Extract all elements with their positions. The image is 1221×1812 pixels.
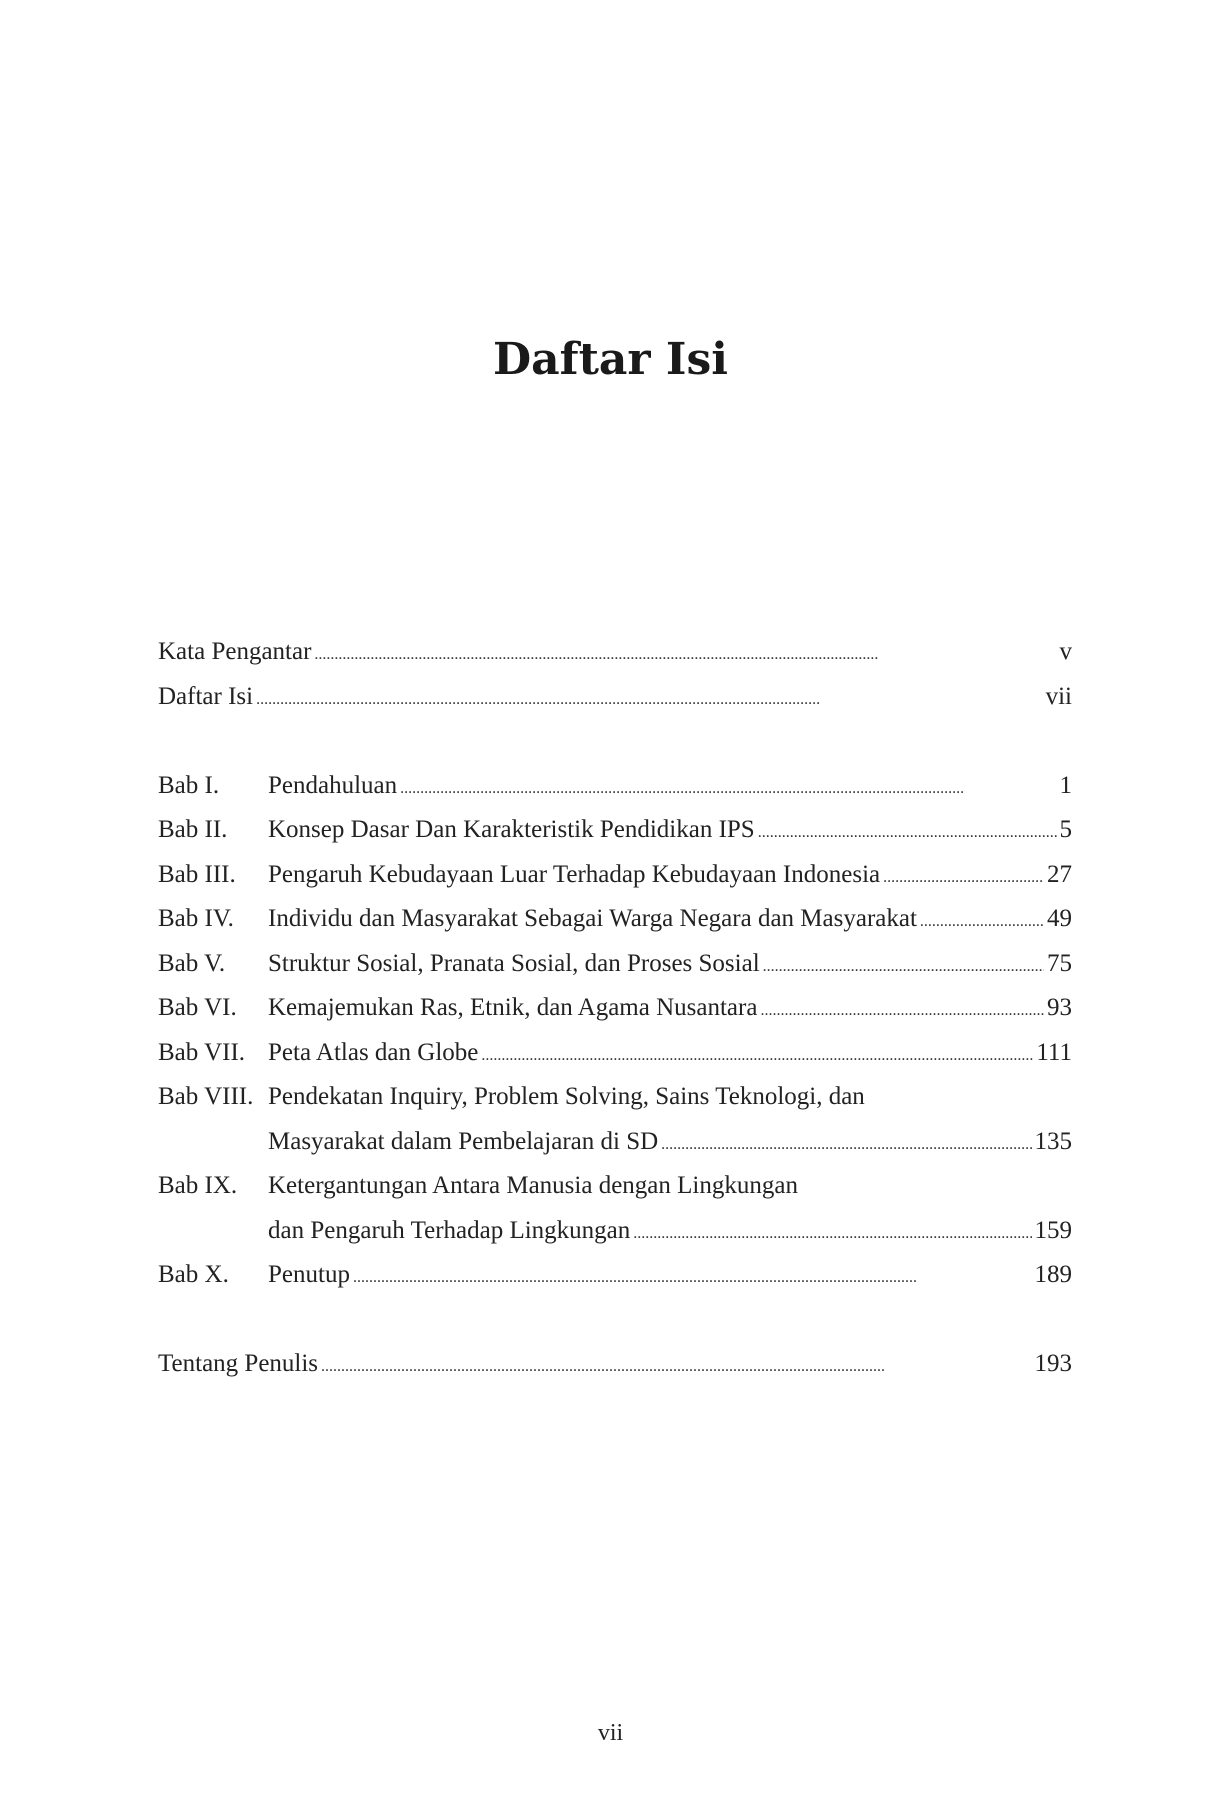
entry-page: 27 [1047,860,1072,888]
toc-entry-bab-9-line1[interactable] [158,1164,1072,1209]
dot-leader [763,945,1044,990]
entry-title: Tentang Penulis [158,1350,319,1377]
section-gap [158,1298,1072,1343]
dot-leader [481,1034,1033,1079]
entry-page: 159 [1034,1216,1072,1244]
entry-title: Pengaruh Kebudayaan Luar Terhadap Kebudayaan Indonesia [268,860,881,888]
toc-entry-kata-pengantar[interactable] [158,630,1072,675]
entry-page: v [1059,638,1072,665]
entry-title: Pendekatan Inquiry, Problem Solving, Sains Teknologi, dan [268,1083,865,1110]
entry-title: Penutup [268,1261,350,1288]
entry-page: vii [1045,682,1072,710]
entry-title: Daftar Isi [158,682,254,710]
entry-title: Kemajemukan Ras, Etnik, dan Agama Nusantara [268,994,758,1021]
page-title: Daftar Isi [493,334,728,385]
chapter-number: Bab VIII. [158,1083,254,1110]
toc-entry-bab-7[interactable] [158,1031,1072,1076]
chapter-number: Bab II. [158,816,228,843]
entry-title: Pendahuluan [268,771,398,799]
dot-leader [256,678,1043,723]
toc-entry-bab-8-line1[interactable] [158,1075,1072,1120]
toc-entry-bab-8-line2[interactable] [158,1120,1072,1165]
entry-title: Struktur Sosial, Pranata Sosial, dan Proses Sosial [268,949,760,977]
dot-leader [321,1345,1031,1390]
toc-entry-tentang-penulis[interactable] [158,1342,1072,1387]
dot-leader [760,989,1044,1034]
entry-page: 1 [1059,771,1072,799]
dot-leader [633,1212,1031,1257]
page-number: vii [597,1720,624,1746]
toc-entry-bab-4[interactable] [158,897,1072,942]
entry-title: Kata Pengantar [158,638,312,665]
chapter-number: Bab VII. [158,1038,246,1066]
dot-leader [353,1256,1032,1301]
chapter-number: Bab X. [158,1261,229,1288]
toc-entry-bab-2[interactable] [158,808,1072,853]
toc-entry-bab-10[interactable] [158,1253,1072,1298]
toc-entry-bab-5[interactable] [158,942,1072,987]
entry-title-continued: Masyarakat dalam Pembelajaran di SD [268,1127,659,1155]
entry-title: Individu dan Masyarakat Sebagai Warga Negara dan Masyarakat [268,905,917,932]
dot-leader [314,633,1056,678]
entry-page: 5 [1059,816,1072,843]
entry-title-continued: dan Pengaruh Terhadap Lingkungan [268,1216,631,1244]
section-gap [158,719,1072,764]
chapter-number: Bab V. [158,949,226,977]
toc-entry-bab-1[interactable] [158,764,1072,809]
entry-page: 193 [1034,1350,1072,1377]
entry-page: 189 [1034,1261,1072,1288]
dot-leader [883,856,1044,901]
toc-entry-bab-9-line2[interactable] [158,1209,1072,1254]
toc-entry-daftar-isi[interactable] [158,675,1072,720]
dot-leader [661,1123,1031,1168]
chapter-number: Bab III. [158,860,236,888]
dot-leader [400,767,1056,812]
entry-page: 93 [1047,994,1072,1021]
chapter-number: Bab IX. [158,1172,238,1199]
chapter-number: Bab I. [158,771,220,799]
entry-page: 135 [1034,1127,1072,1155]
entry-page: 111 [1036,1038,1072,1066]
entry-title: Peta Atlas dan Globe [268,1038,479,1066]
toc-entry-bab-3[interactable] [158,853,1072,898]
entry-title: Konsep Dasar Dan Karakteristik Pendidikan IPS [268,816,755,843]
entry-title: Ketergantungan Antara Manusia dengan Lingkungan [268,1172,798,1199]
table-of-contents [158,630,1072,1387]
entry-page: 49 [1047,905,1072,932]
entry-page: 75 [1047,949,1072,977]
chapter-number: Bab VI. [158,994,237,1021]
chapter-number: Bab IV. [158,905,234,932]
dot-leader [920,900,1044,945]
toc-entry-bab-6[interactable] [158,986,1072,1031]
dot-leader [758,811,1057,856]
